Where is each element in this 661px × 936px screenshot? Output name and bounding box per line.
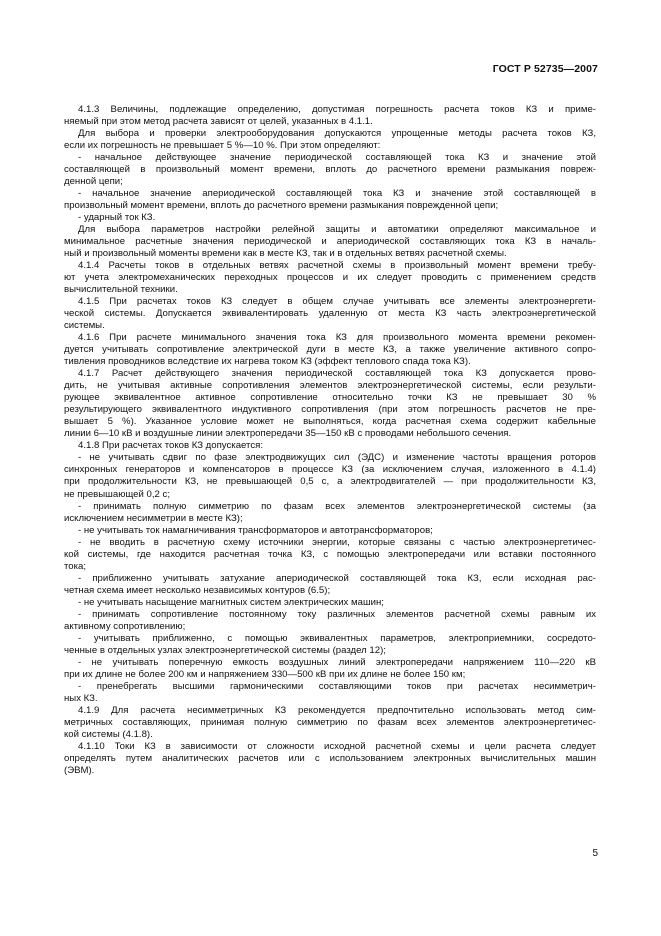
text-line: - начальное значение апериодической составляющей тока КЗ и значение этой составляющей в [78,188,596,200]
text-line: четная схема имеет несколько независимых контуров (6.5); [64,584,331,596]
text-line: кой системы (4.1.8). [64,728,153,740]
text-line: дить, не учитывая активные сопротивления элементов электроэнергетической системы, если результи- [64,380,596,392]
text-line: минимальное расчетные значения периодической и апериодической составляющих тока КЗ в началь- [64,236,596,248]
text-line: кой системы, где находится расчетная точка КЗ, с помощью электропередачи или вставки постоянного [64,548,596,560]
text-line: синхронных генераторов и компенсаторов в процессе КЗ (за исключением случая, изложенного в 4.1.4) [64,464,596,476]
text-line: результирующего эквивалентного индуктивного сопротивления (при этом погрешность расчетов не пре- [64,404,596,416]
text-line: - не учитывать ток намагничивания трансформаторов и автотрансформаторов; [78,524,433,536]
text-line: ных КЗ. [64,692,98,704]
text-line: Для выбора и проверки электрооборудования допускаются упрощенные методы расчета токов КЗ, [78,128,596,140]
text-line: Для выбора параметров настройки релейной защиты и автоматики определяют максимальное и [78,224,596,236]
text-line: активному сопротивлению; [64,620,186,632]
text-line: исключением несимметрии в месте КЗ); [64,512,243,524]
text-line: 4.1.4 Расчеты токов в отдельных ветвях расчетной схемы в произвольный момент времени требу- [78,260,596,272]
text-line: рующее эквивалентное активное сопротивление относительно точки КЗ не превышает 30 % [64,392,596,404]
text-line: вычислительной техники. [64,284,178,296]
text-line: ческой системы. Допускается эквивалентировать удаленную от места КЗ часть электроэнергетической [64,308,596,320]
text-line: 4.1.10 Токи КЗ в зависимости от сложности исходной расчетной схемы и цели расчета следует [78,740,596,752]
text-line: определять путем аналитических расчетов или с использованием электронных вычислительных машин [64,752,596,764]
text-line: - не вводить в расчетную схему источники энергии, которые связаны с частью электроэнергетичес- [78,536,596,548]
text-line: вышает 5 %). Указанное условие может не выполняться, когда расчетная схема содержит кабельные [64,416,596,428]
text-line: ный и произвольный моменты времени как в месте КЗ, так и в отдельных ветвях расчетной схемы. [64,248,507,260]
text-line: линии 6—10 кВ и воздушные линии электропередачи 35—150 кВ с проводами небольшого сечения. [64,428,512,440]
document-header: ГОСТ Р 52735—2007 [492,63,598,75]
page-number: 5 [592,848,598,859]
text-line: - принимать полную симметрию по фазам всех элементов электроэнергетической системы (за [78,500,596,512]
text-line: - приближенно учитывать затухание апериодической составляющей тока КЗ, если исходная рас- [78,572,596,584]
text-line: произвольный момент времени, вплоть до расчетного времени размыкания поврежденной цепи; [64,200,499,212]
text-line: няемый при этом метод расчета зависят от целей, указанных в 4.1.1. [64,116,373,128]
text-line: денной цепи; [64,176,123,188]
text-line: при продолжительности КЗ, не превышающей 0,5 с, а электродвигателей — при продолжительности КЗ, [64,476,596,488]
text-line: (ЭВМ). [64,764,95,776]
text-line: тивления проводников вследствие их нагрева током КЗ (эффект теплового спада тока КЗ). [64,356,471,368]
text-line: - не учитывать насыщение магнитных систем электрических машин; [78,596,384,608]
text-line: не превышающей 0,2 с; [64,488,170,500]
text-line: - начальное действующее значение периодической составляющей тока КЗ и значение этой [78,152,596,164]
text-line: если их погрешность не превышает 5 %—10 %. При этом определяют: [64,140,381,152]
text-line: 4.1.6 При расчете минимального значения тока КЗ для произвольного момента времени рекомен- [78,332,596,344]
text-line: метричных составляющих, принимая полную симметрию по фазам всех элементов электроэнергетичес- [64,716,596,728]
text-line: 4.1.8 При расчетах токов КЗ допускается: [78,440,264,452]
text-line: при их длине не более 200 км и напряжением 330—500 кВ при их длине не более 150 км; [64,668,466,680]
text-line: - не учитывать сдвиг по фазе электродвижущих сил (ЭДС) и изменение частоты вращения роторов [78,452,596,464]
text-line: 4.1.3 Величины, подлежащие определению, допустимая погрешность расчета токов КЗ и приме- [78,104,596,115]
text-line: - принимать сопротивление постоянному току различных элементов расчетной схемы равным их [78,608,596,620]
text-line: - пренебрегать высшими гармоническими составляющими токов при расчетах несимметрич- [78,680,596,692]
text-line: тока; [64,560,87,572]
text-line: ченные в отдельных узлах электроэнергетической системы (раздел 12); [64,644,386,656]
text-line: ют учета электромеханических переходных процессов и их следует проводить с применением средств [64,272,596,284]
text-line: дуется учитывать сопротивление электрической дуги в месте КЗ, а также увеличение активного сопро- [64,344,596,356]
body-text [64,104,596,777]
text-line: - не учитывать поперечную емкость воздушных линий электропередачи напряжением 110—220 кВ [78,656,596,668]
text-line: 4.1.9 Для расчета несимметричных КЗ рекомендуется предпочтительно использовать метод сим- [78,704,596,716]
text-line: - ударный ток КЗ. [78,212,156,224]
text-line: 4.1.5 При расчетах токов КЗ следует в общем случае учитывать все элементы электроэнергети- [78,296,596,308]
text-line: системы. [64,320,105,332]
text-line: - учитывать приближенно, с помощью эквивалентных параметров, электроприемники, сосредото- [78,632,596,644]
text-line: составляющей в произвольный момент времени, вплоть до расчетного времени размыкания повреж- [64,164,596,176]
text-line: 4.1.7 Расчет действующего значения периодической составляющей тока КЗ допускается прово- [78,368,596,380]
